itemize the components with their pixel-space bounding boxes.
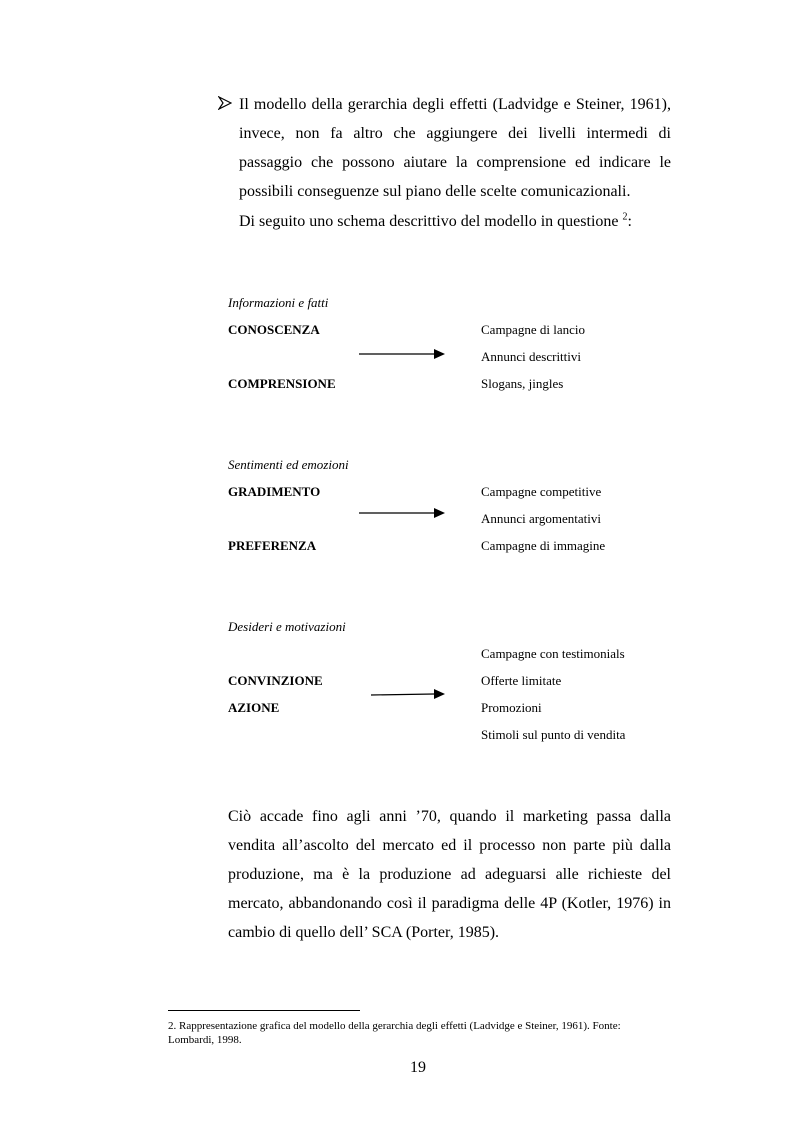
flow-arrow xyxy=(358,347,446,361)
action-item: Campagne di immagine xyxy=(481,538,606,553)
stage-label: CONVINZIONE xyxy=(228,673,323,688)
footnote: 2. Rappresentazione grafica del modello della gerarchia degli effetti (Ladvidge e Steiner, 1961). Fonte: Lombardi, 1998. xyxy=(168,1020,621,1046)
action-item: Stimoli sul punto di vendita xyxy=(481,727,626,742)
closing-paragraph: Ciò accade fino agli anni ’70, quando il marketing passa dalla vendita all’ascolto del mercato ed il processo non parte più dalla produzione, ma è la produzione ad adeguarsi alle richieste del mercato, abbandonando così il paradigma delle 4P (Kotler, 1976) in cambio di quello dell’ SCA (Porter, 1985). xyxy=(228,808,671,941)
flow-arrow xyxy=(370,687,446,701)
stage-label: AZIONE xyxy=(228,700,280,715)
flow-arrow xyxy=(358,506,446,520)
group-heading: Informazioni e fatti xyxy=(228,295,329,310)
bullet-paragraph: Il modello della gerarchia degli effetti (Ladvidge e Steiner, 1961), invece, non fa altro che aggiungere dei livelli intermedi di passaggio che possono aiutare la comprensione ed indicare le possibili conseguenze sul piano delle scelte comunicazionali. xyxy=(239,96,671,200)
schema-intro-line xyxy=(239,207,632,236)
stage-label: GRADIMENTO xyxy=(228,484,321,499)
stage-label: COMPRENSIONE xyxy=(228,376,336,391)
action-item: Slogans, jingles xyxy=(481,376,564,391)
group-heading: Sentimenti ed emozioni xyxy=(228,457,349,472)
action-item: Campagne competitive xyxy=(481,484,602,499)
footnote-rule xyxy=(168,1010,360,1011)
stage-label: CONOSCENZA xyxy=(228,322,320,337)
schema-intro-text: Di seguito uno schema descrittivo del modello in questione xyxy=(239,213,619,230)
stage-label: PREFERENZA xyxy=(228,538,317,553)
schema-intro-suffix: : xyxy=(627,213,632,230)
group-heading: Desideri e motivazioni xyxy=(228,619,346,634)
action-item: Annunci argomentativi xyxy=(481,511,601,526)
action-item: Campagne con testimonials xyxy=(481,646,625,661)
action-item: Annunci descrittivi xyxy=(481,349,582,364)
action-item: Offerte limitate xyxy=(481,673,562,688)
footnote-reference: 2 xyxy=(622,211,628,223)
action-item: Campagne di lancio xyxy=(481,322,585,337)
action-item: Promozioni xyxy=(481,700,542,715)
bullet-arrow-icon xyxy=(218,96,232,110)
page-number: 19 xyxy=(410,1059,426,1076)
